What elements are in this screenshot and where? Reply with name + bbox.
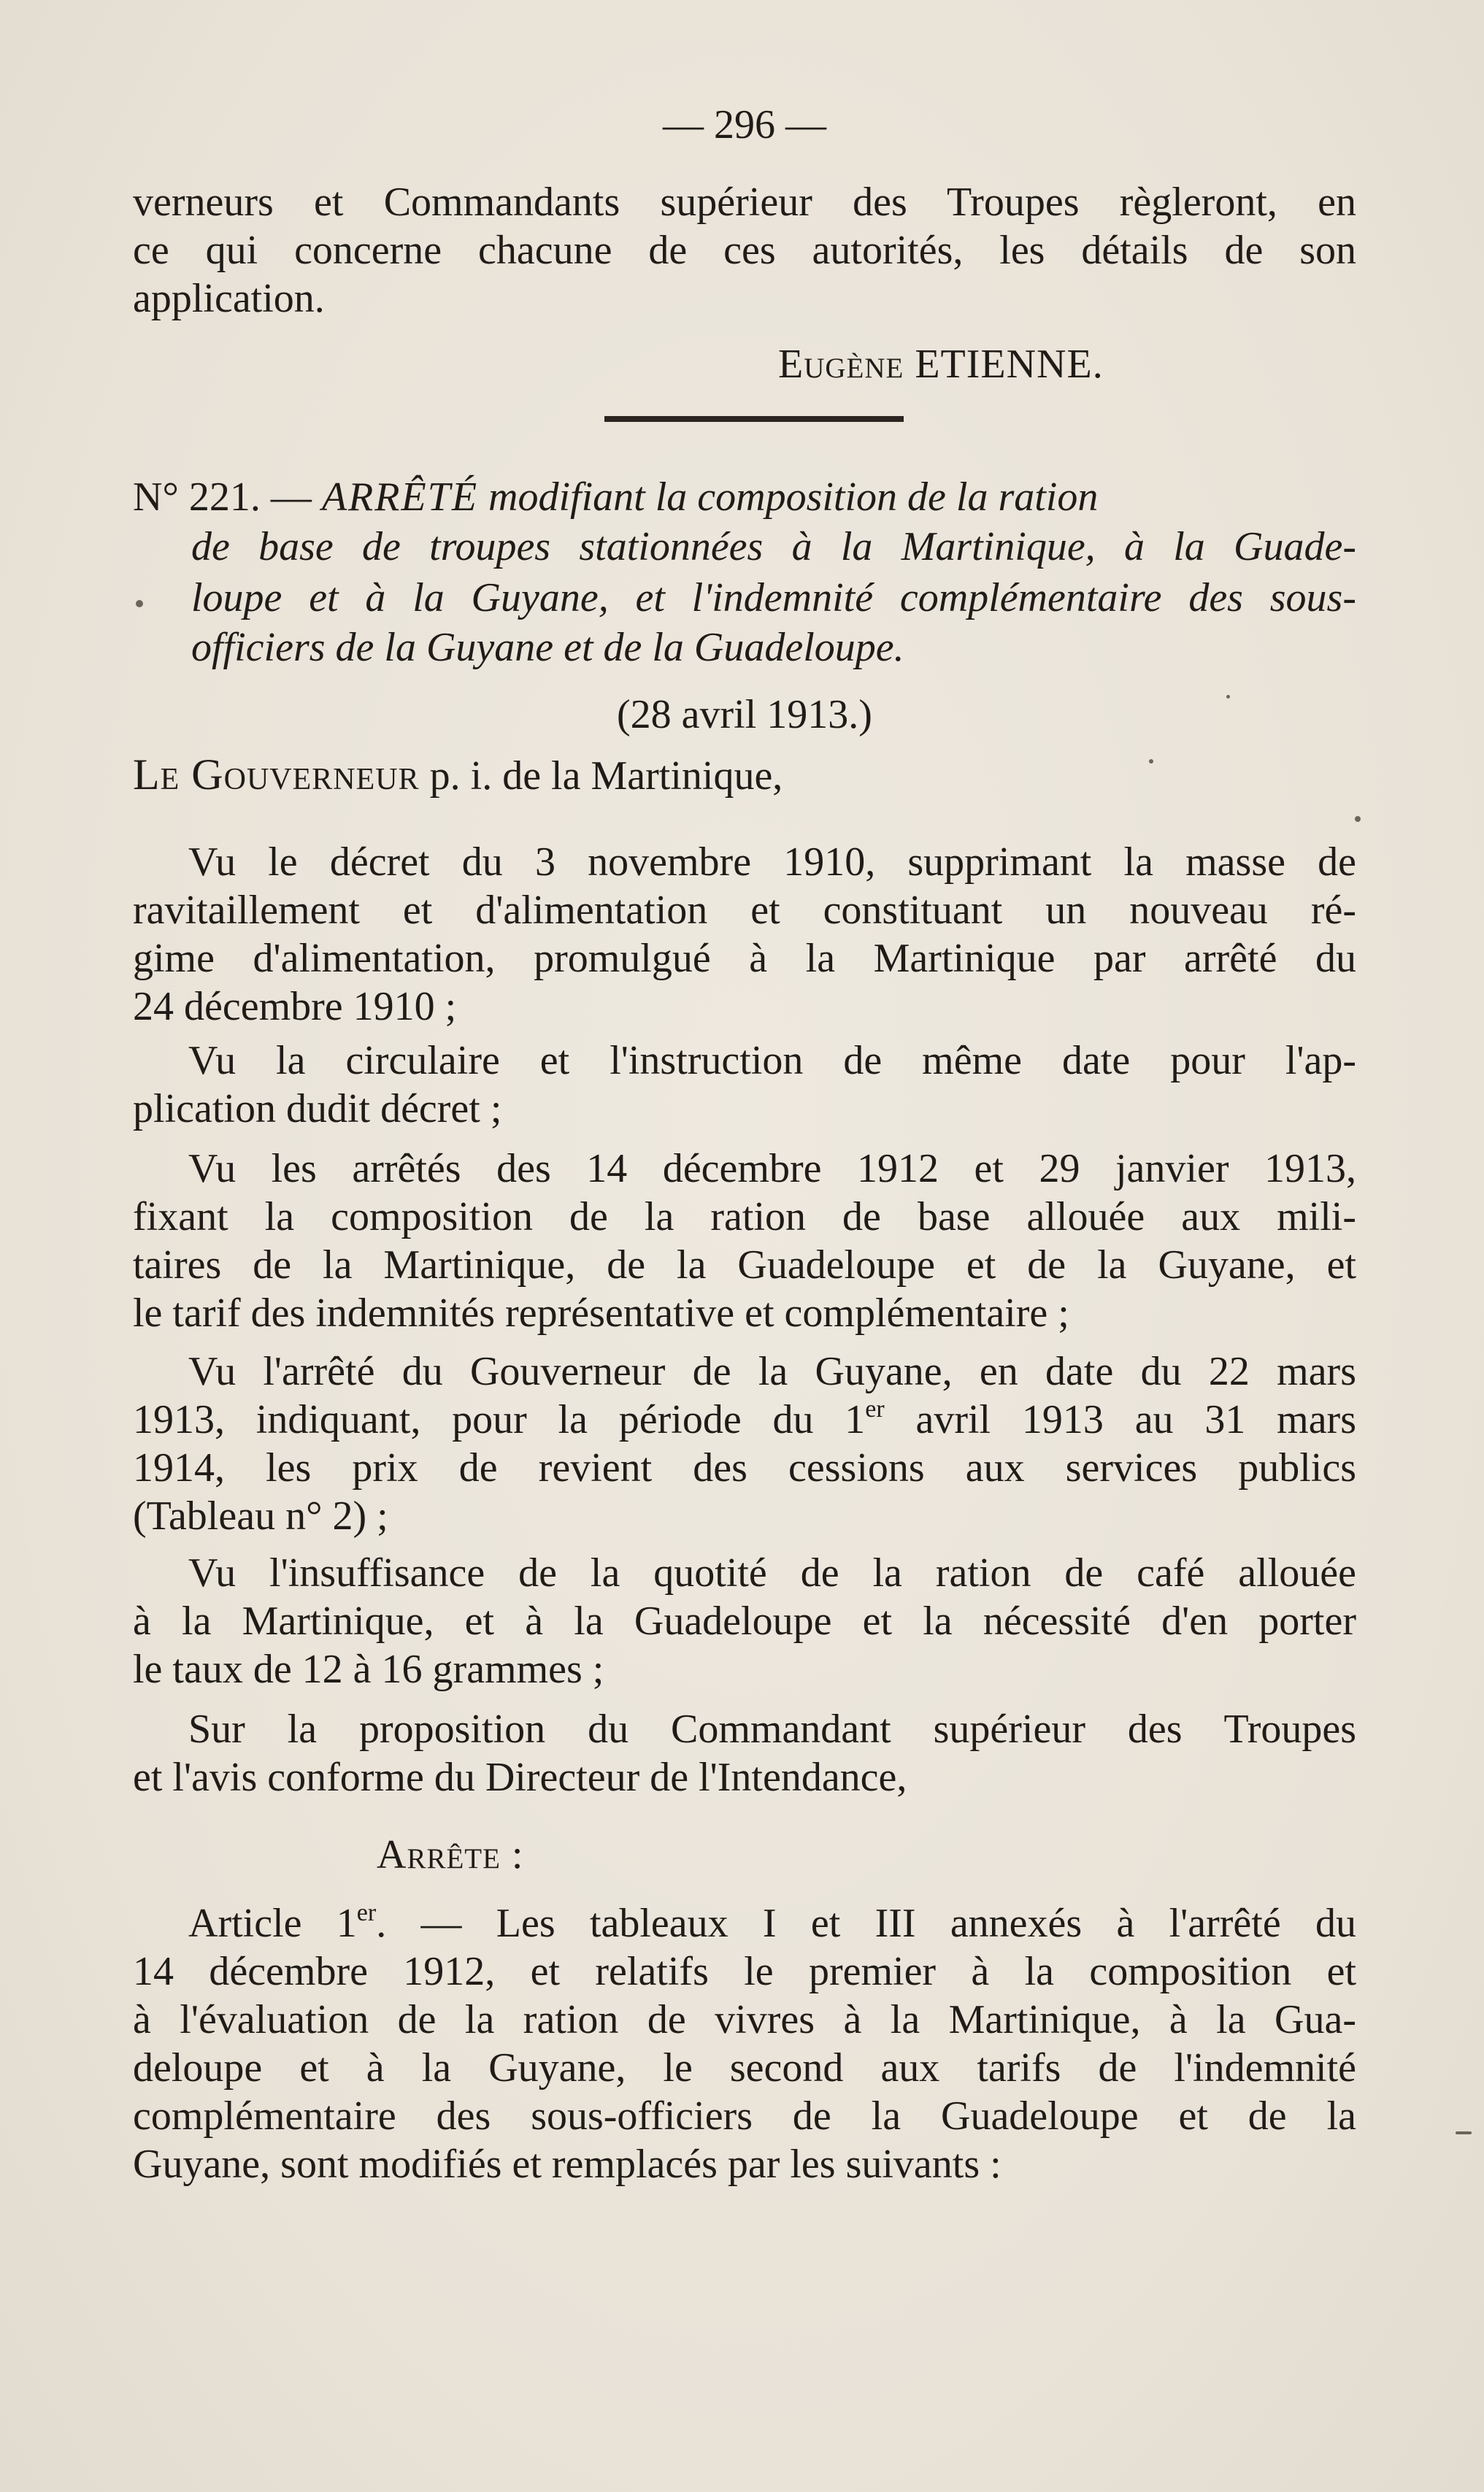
paper-speck (1149, 759, 1153, 764)
considerant-line: 1914, les prix de revient des cessions aux services publics (133, 1445, 1356, 1491)
considerant-line: ravitaillement et d'alimentation et constituant un nouveau ré- (133, 888, 1356, 933)
considerant-line: Vu les arrêtés des 14 décembre 1912 et 29 janvier 1913, (188, 1146, 1356, 1191)
decree-number: N° 221. — (133, 474, 312, 520)
decree-title-rest: modifiant la composition de la ration (488, 474, 1099, 520)
intro-line: application. (133, 276, 325, 321)
paper-speck (136, 600, 143, 607)
decree-title-word: ARRÊTÉ (321, 474, 479, 520)
decree-title-line: de base de troupes stationnées à la Martinique, à la Guade- (191, 524, 1356, 569)
decree-date: (28 avril 1913.) (617, 692, 872, 737)
considerant-line: (Tableau n° 2) ; (133, 1493, 388, 1539)
considerant-line: le taux de 12 à 16 grammes ; (133, 1647, 604, 1692)
author-rest: p. i. de la Martinique, (429, 753, 783, 799)
considerant-line: gime d'alimentation, promulgué à la Martinique par arrêté du (133, 936, 1356, 981)
intro-line: verneurs et Commandants supérieur des Troupes règleront, en (133, 180, 1356, 225)
arrete-label: Arrête : (377, 1832, 524, 1877)
article-line: à l'évaluation de la ration de vivres à la Martinique, à la Gua- (133, 1997, 1356, 2042)
decree-title-line: loupe et à la Guyane, et l'indemnité complémentaire des sous- (191, 575, 1356, 620)
paper-speck (1355, 816, 1361, 822)
section-divider (604, 416, 904, 422)
article-line: Guyane, sont modifiés et remplacés par les suivants : (133, 2142, 1001, 2187)
considerant-line: le tarif des indemnités représentative et complémentaire ; (133, 1291, 1069, 1336)
considerant-line-with-sup: 1913, indiquant, pour la période du 1er avril 1913 au 31 mars (133, 1396, 1356, 1442)
considerant-line: et l'avis conforme du Directeur de l'Intendance, (133, 1755, 907, 1800)
article-first-line: Article 1er. — Les tableaux I et III annexés à l'arrêté du (188, 1899, 1356, 1946)
considerant-line: à la Martinique, et à la Guadeloupe et la nécessité d'en porter (133, 1599, 1356, 1644)
intro-line: ce qui concerne chacune de ces autorités, les détails de son (133, 228, 1356, 273)
article-line: complémentaire des sous-officiers de la Guadeloupe et de la (133, 2093, 1356, 2139)
article-line: deloupe et à la Guyane, le second aux tarifs de l'indemnité (133, 2045, 1356, 2091)
article-line: 14 décembre 1912, et relatifs le premier à la composition et (133, 1949, 1356, 1994)
considerant-line: plication dudit décret ; (133, 1086, 502, 1131)
considerant-line: Vu la circulaire et l'instruction de même date pour l'ap- (188, 1038, 1356, 1083)
decree-heading (133, 473, 1356, 521)
page-number: — 296 — (663, 102, 826, 147)
considerant-line: Vu l'arrêté du Gouverneur de la Guyane, en date du 22 mars (188, 1349, 1356, 1394)
paper-speck (1456, 2131, 1472, 2134)
considerant-line: taires de la Martinique, de la Guadeloupe et de la Guyane, et (133, 1242, 1356, 1288)
considerant-line: 24 décembre 1910 ; (133, 984, 457, 1029)
considerant-line: Vu l'insuffisance de la quotité de la ration de café allouée (188, 1550, 1356, 1596)
decree-author (133, 750, 1356, 800)
author-title: Le Gouverneur (133, 750, 420, 799)
considerant-line: Vu le décret du 3 novembre 1910, supprimant la masse de (188, 839, 1356, 885)
decree-title-line: officiers de la Guyane et de la Guadeloupe. (191, 625, 904, 670)
paper-speck (1226, 695, 1230, 699)
considerant-line: Sur la proposition du Commandant supérieur des Troupes (188, 1707, 1356, 1752)
signature: Eugène ETIENNE. (778, 342, 1104, 387)
considerant-line: fixant la composition de la ration de base allouée aux mili- (133, 1194, 1356, 1239)
